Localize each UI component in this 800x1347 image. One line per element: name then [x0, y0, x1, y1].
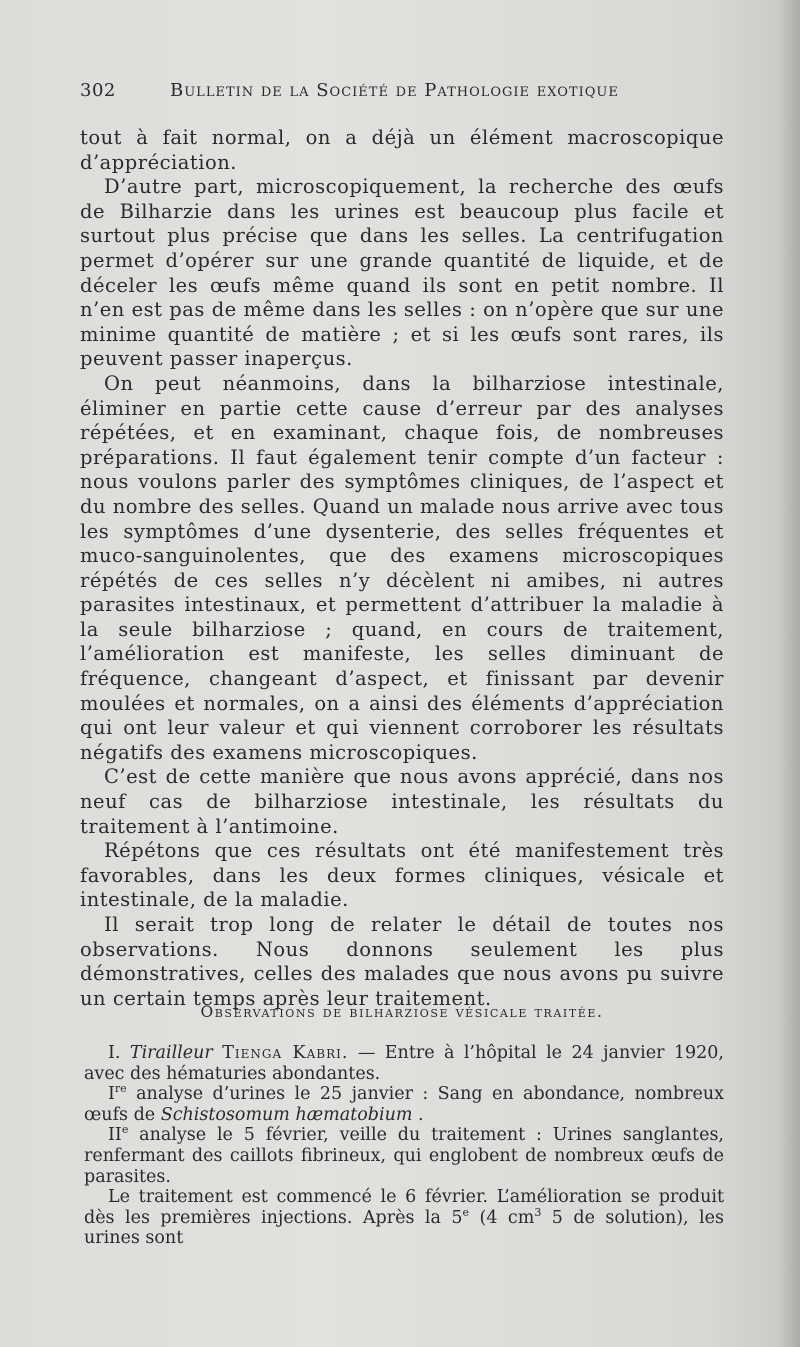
paragraph: Répétons que ces résultats ont été manifestement très favorables, dans les deux formes cliniques, vésicale et intestinale, de la maladie.	[80, 839, 724, 912]
observation-block	[84, 1043, 724, 1249]
observation-subject-title: Tirailleur	[129, 1043, 213, 1063]
paragraph: Il serait trop long de relater le détail de toutes nos observations. Nous donnons seulement les plus démonstratives, celles des malades que nous avons pu suivre un certain temps après leur traitement.	[80, 913, 724, 1010]
species-name: Schistosomum hæmatobium	[160, 1104, 413, 1125]
paragraph: On peut néanmoins, dans la bilharziose intestinale, éliminer en partie cette cause d’erreur par des analyses répétées, et en examinant, chaque fois, de nombreuses préparations. Il faut également tenir compte d’un facteur : nous voulons parler des symptômes cliniques, de l’aspect et du nombre des selles. Quand un malade nous arrive avec tous les symptômes d’une dysenterie, des selles fréquentes et muco-sanguinolentes, que des examens microscopiques répétés de ces selles n’y décèlent ni amibes, ni autres parasites intestinaux, et permettent d’attribuer la maladie à la seule bilharziose ; quand, en cours de traitement, l’amélioration est manifeste, les selles diminuant de fréquence, changeant d’aspect, et finissant par devenir moulées et normales, on a ainsi des éléments d’appréciation qui ont leur valeur et qui viennent corroborer les résultats négatifs des examens microscopiques.	[80, 371, 724, 764]
analysis-text: analyse d’urines le 25 janvier : Sang en abondance, nombreux œufs de	[84, 1084, 724, 1125]
treatment-text: 5 de solution), les urines sont	[84, 1207, 724, 1249]
paragraph: C’est de cette manière que nous avons apprécié, dans nos neuf cas de bilharziose intestinale, les résultats du traitement à l’antimoine.	[80, 765, 724, 838]
analysis-ordinal-suffix: re	[114, 1082, 127, 1096]
analysis-ordinal: I	[108, 1084, 115, 1105]
analysis-text: analyse le 5 février, veille du traitement : Urines sanglantes, renfermant des caillots fibrineux, qui englobent de nombreux œufs de parasites.	[84, 1125, 724, 1187]
observation-subject-name: Tienga Kabri.	[222, 1043, 349, 1063]
observation-treatment	[84, 1187, 724, 1249]
analysis-ordinal-suffix: e	[121, 1123, 129, 1137]
observation-number: I.	[108, 1043, 121, 1063]
section-title: Observations de bilharziose vésicale traitée.	[200, 1003, 604, 1021]
analysis-end: .	[412, 1104, 424, 1125]
observation-analysis-1	[84, 1084, 724, 1125]
treatment-superscript: 3	[534, 1205, 542, 1219]
page-header	[80, 80, 720, 108]
paragraph: D’autre part, microscopiquement, la recherche des œufs de Bilharzie dans les urines est beaucoup plus facile et surtout plus précise que dans les selles. La centrifugation permet d’opérer sur une grande quantité de liquide, et de déceler les œufs même quand ils sont en petit nombre. Il n’en est pas de même dans les selles : on n’opère que sur une minime quantité de matière ; et si les œufs sont rares, ils peuvent passer inaperçus.	[80, 175, 724, 371]
treatment-superscript: e	[462, 1205, 470, 1219]
treatment-text: Le traitement est commencé le 6 février. L’amélioration se produit dès les premières injections. Après la 5	[84, 1187, 724, 1228]
page-number: 302	[80, 80, 116, 101]
paragraph: tout à fait normal, on a déjà un élément macroscopique d’appréciation.	[80, 126, 724, 174]
observation-entry-text: — Entre à l’hôpital le 24 janvier 1920, avec des hématuries abondantes.	[84, 1043, 724, 1084]
observation-entry	[84, 1043, 724, 1084]
treatment-text: (4 cm	[469, 1207, 535, 1228]
body-text	[80, 126, 724, 1011]
observation-analysis-2	[84, 1125, 724, 1187]
running-title: Bulletin de la Société de Pathologie exotique	[170, 80, 619, 101]
analysis-ordinal: II	[108, 1125, 122, 1146]
